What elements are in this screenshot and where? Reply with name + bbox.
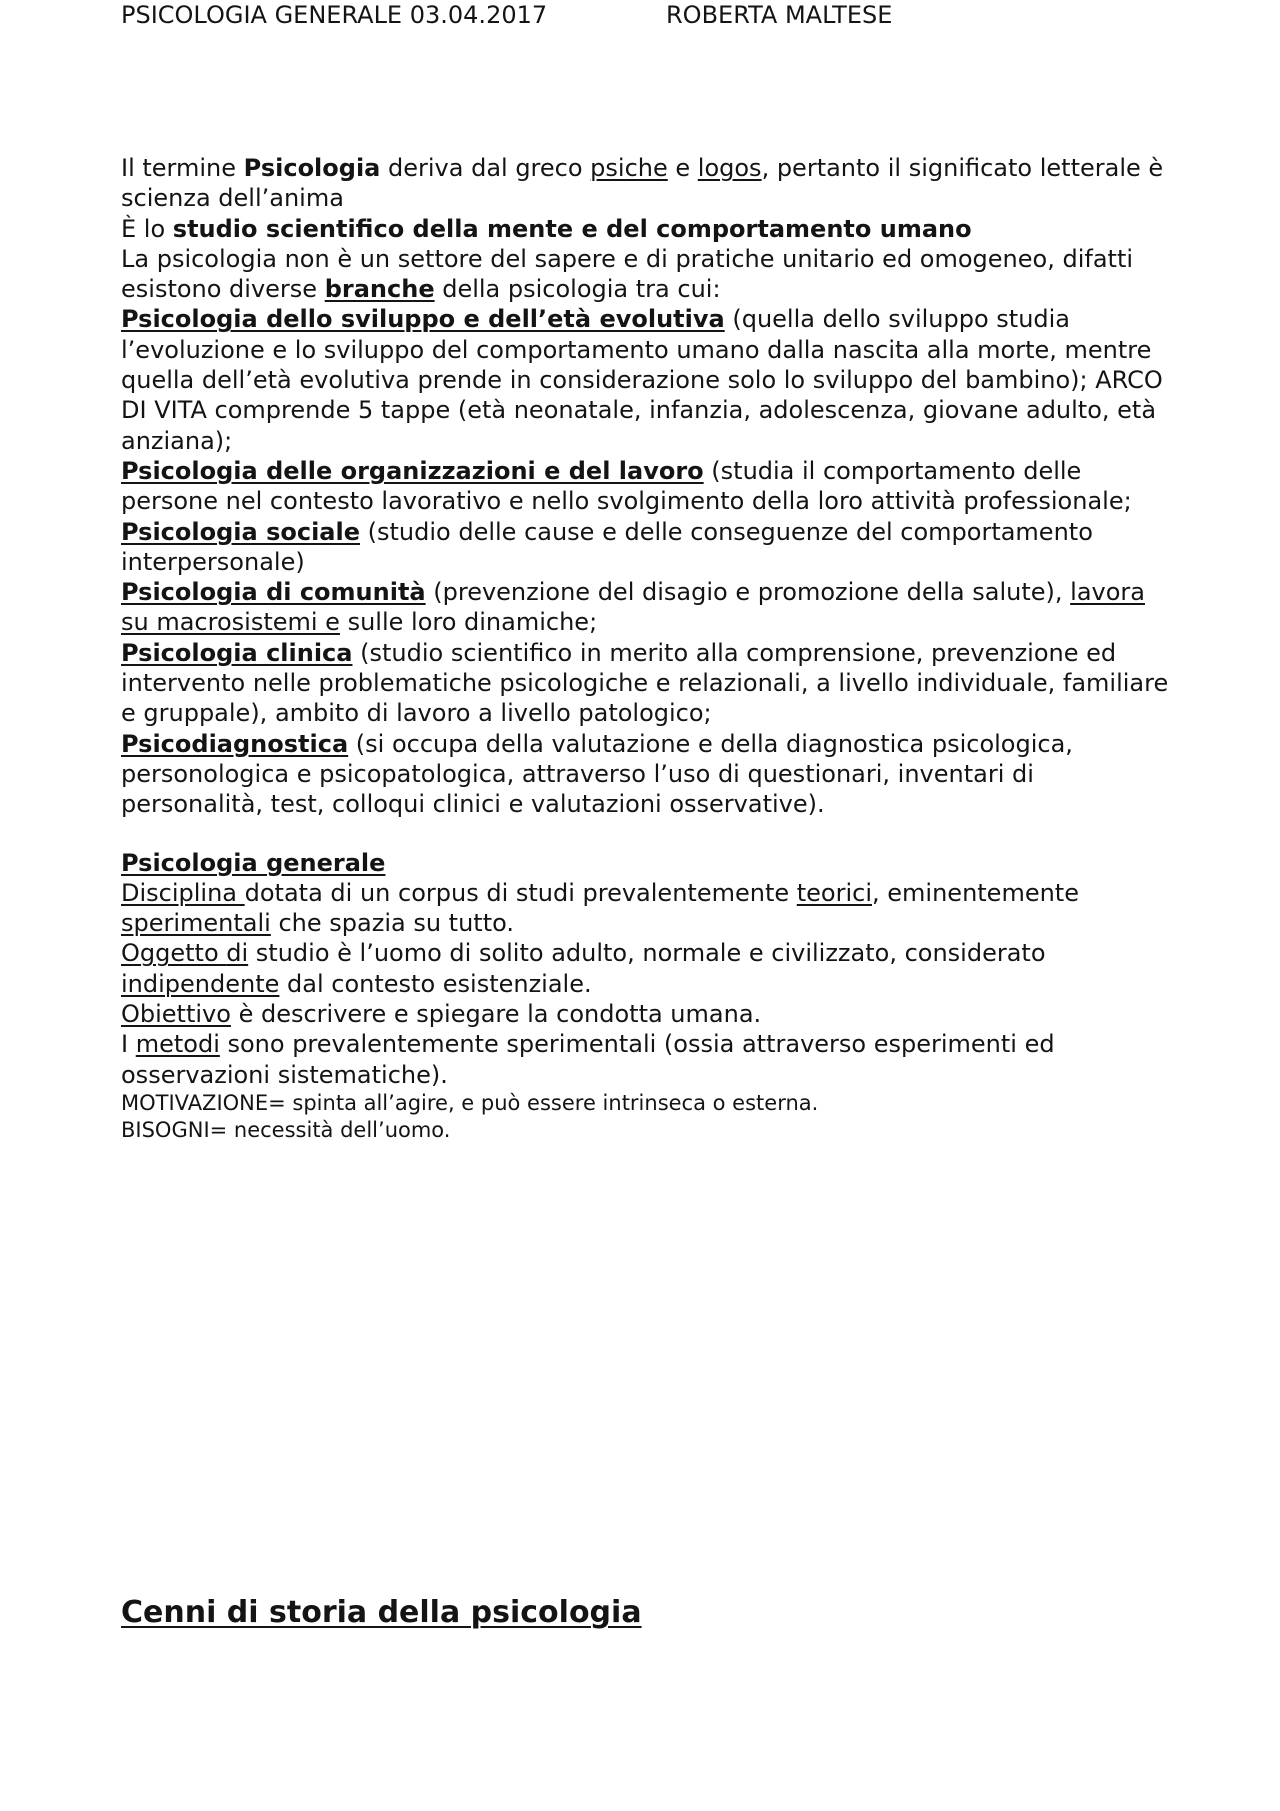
text-run: , pertanto il significato letterale è scienza dell’anima <box>121 154 1164 213</box>
branch-description: (quella dello sviluppo studia l’evoluzione e lo sviluppo del comportamento umano dalla nascita alla morte, mentre quella dell’età evolutiva prende in considerazione solo lo sviluppo del bambino); ARCO DI VITA comprende 5 tappe (età neonatale, infanzia, adolescenza, giovane adulto, età anziana); <box>121 305 1163 455</box>
underlined-term: teorici <box>796 878 873 907</box>
text-run: e <box>667 154 698 182</box>
note-bisogni: BISOGNI= necessità dell’uomo. <box>121 1117 451 1142</box>
branch-description: (studia il comportamento delle persone nel contesto lavorativo e nello svolgimento della loro attività professionale; <box>121 456 1132 516</box>
bold-term: Psicologia <box>243 154 381 182</box>
branch-item <box>121 517 1171 578</box>
branch-item <box>121 456 1171 517</box>
underlined-term: Oggetto <box>121 939 227 968</box>
intro-paragraph-1 <box>121 153 1171 214</box>
branch-title: Psicologia delle organizzazioni e del lavoro <box>121 456 704 485</box>
text-run: che spazia su tutto. <box>270 909 515 938</box>
underlined-term: Obiettivo <box>121 1000 231 1029</box>
note-motivazione: MOTIVAZIONE= spinta all’agire, e può essere intrinseca o esterna. <box>121 1090 819 1115</box>
branch-description: (studio delle cause e delle conseguenze del comportamento interpersonale) <box>121 517 1093 576</box>
text-run: Il termine <box>121 154 244 182</box>
underlined-bold-term: branche <box>324 275 435 304</box>
branch-description-end: sulle loro dinamiche; <box>339 608 598 637</box>
underlined-term: metodi <box>135 1030 220 1059</box>
branch-description: (studio scientifico in merito alla comprensione, prevenzione ed intervento nelle problematiche psicologiche e relazionali, a livello individuale, familiare e gruppale), ambito di lavoro a livello patologico; <box>121 638 1169 728</box>
underlined-term: logos <box>697 154 762 182</box>
underlined-term: Disciplina <box>121 878 245 907</box>
branch-item <box>121 577 1171 638</box>
generale-line-3 <box>121 999 1171 1029</box>
branch-item <box>121 304 1171 455</box>
document-body <box>121 153 1171 1144</box>
branch-description: (prevenzione del disagio e promozione della salute), <box>425 578 1071 607</box>
branch-title: Psicologia sociale <box>121 517 360 546</box>
branch-description: (si occupa della valutazione e della diagnostica psicologica, personologica e psicopatologica, attraverso l’uso di questionari, inventari di personalità, test, colloqui clinici e valutazioni osservative). <box>121 729 1073 819</box>
text-run: I <box>121 1030 136 1059</box>
header-author: ROBERTA MALTESE <box>666 1 893 29</box>
page-header <box>121 0 893 30</box>
intro-paragraph-2 <box>121 214 1171 244</box>
text-run: studio è l’uomo di solito adulto, normale e civilizzato, considerato <box>248 939 1046 968</box>
spacer <box>121 820 1171 848</box>
generale-line-4 <box>121 1029 1171 1090</box>
text-run: sono prevalentemente sperimentali (ossia attraverso esperimenti ed osservazioni sistematiche). <box>121 1030 1055 1089</box>
underlined-term: psiche <box>590 154 668 182</box>
section-heading: Cenni di storia della psicologia <box>121 1595 642 1630</box>
underlined-term: sperimentali <box>121 909 271 938</box>
bold-definition: studio scientifico della mente e del comportamento umano <box>172 214 972 243</box>
branch-item <box>121 729 1171 820</box>
text-run: , eminentemente <box>872 878 1079 907</box>
text-run: La psicologia non è un settore del sapere e di pratiche unitario ed omogeneo, difatti esistono diverse <box>121 244 1134 304</box>
underlined-term: di <box>226 939 249 968</box>
underlined-phrase: lavora su macrosistemi e <box>121 578 1145 637</box>
generale-line-2 <box>121 938 1171 999</box>
text-run: dotata di un corpus di studi prevalentemente <box>244 878 797 907</box>
subheading: Psicologia generale <box>121 848 386 877</box>
branch-title: Psicologia di comunità <box>121 578 426 607</box>
branch-title: Psicologia clinica <box>121 638 353 667</box>
underlined-term: indipendente <box>121 969 280 998</box>
generale-heading <box>121 848 1171 878</box>
generale-line-1 <box>121 878 1171 939</box>
branch-title: Psicologia dello sviluppo e dell’età evolutiva <box>121 305 725 334</box>
header-title: PSICOLOGIA GENERALE 03.04.2017 <box>121 1 548 29</box>
text-run: è descrivere e spiegare la condotta umana. <box>230 1000 762 1029</box>
text-run: deriva dal greco <box>380 154 591 182</box>
intro-paragraph-3 <box>121 244 1171 305</box>
text-run: della psicologia tra cui: <box>434 275 721 304</box>
text-run: dal contesto esistenziale. <box>279 969 592 998</box>
branch-title: Psicodiagnostica <box>121 729 349 758</box>
branch-item <box>121 638 1171 729</box>
text-run: È lo <box>121 214 173 243</box>
